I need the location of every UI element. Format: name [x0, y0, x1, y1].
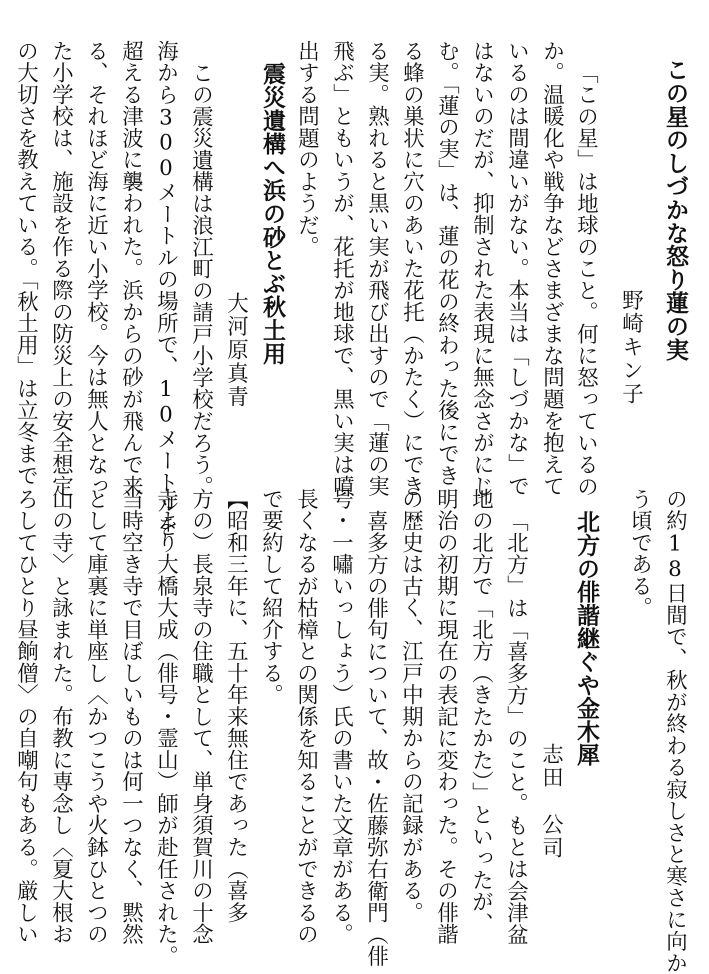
commentary-line: 【昭和三年に、五十年来無住であった（喜多 [223, 488, 249, 924]
commentary-line: 「この星」は地球のこと。何に怒っているの [573, 62, 599, 498]
commentary-line: る実。熟れると黒い実が飛び出すので「蓮の実 [364, 40, 390, 497]
commentary-line: る蜂の巣状に穴のあいた花托（かたく）にでき [399, 40, 425, 497]
haiku-title-3: 北方の俳諧継ぐや金木犀 [573, 510, 600, 767]
commentary-line: の歴史は古く、江戸中期からの記録がある。 [398, 488, 424, 924]
commentary-line: 海から300メートルの場所で、10メートルを [153, 40, 179, 537]
commentary-line: 飛ぶ」ともいうが、花托が地球で、黒い実は噴 [329, 40, 355, 497]
commentary-line: 地の北方で「北方（きたかた）」といったが、 [468, 488, 494, 935]
commentary-line: む。「蓮の実」は、蓮の花の終わった後にでき [434, 40, 460, 487]
commentary-line: た小学校は、施設を作る際の防災上の安全想定 [48, 40, 74, 497]
commentary-line: 喜多方の俳句について、故・佐藤弥右衛門（俳 [363, 510, 389, 967]
haiku-author-1: 野崎キン子 [618, 289, 644, 406]
commentary-line: 長くなるが枯樟との関係を知ることができるの [293, 488, 319, 945]
haiku-title-1: この星のしづかな怒り蓮の実 [662, 58, 689, 361]
haiku-author-2: 大河原真青 [223, 292, 249, 409]
commentary-line: 方の）長泉寺の住職として、単身須賀川の十念 [188, 488, 214, 945]
commentary-line: 出する問題のようだ。 [294, 40, 320, 258]
commentary-line: この震災遺構は浪江町の請戸小学校だろう。 [188, 62, 214, 498]
commentary-line: る、それほど海に近い小学校。今は無人となっ [83, 40, 109, 497]
haiku-title-2: 震災遺構へ浜の砂とぶ秋土用 [259, 62, 286, 365]
commentary-line: いるのは間違いがない。本当は「しづかな」で [504, 40, 530, 497]
commentary-line: 超える津波に襲われた。浜からの砂が飛んで来 [118, 40, 144, 497]
commentary-line: 明治の初期に現在の表記に変わった。その俳諧 [433, 488, 459, 945]
commentary-line: 寺より大橋大成（俳号・霊山）師が赴任された。 [153, 488, 179, 967]
haiku-author-3: 志田 公司 [538, 743, 564, 860]
commentary-line: 当時空き寺で目ぼしいものは何一つなく、黙然 [118, 488, 144, 945]
commentary-line: ろしてひとり昼餉僧〉の自嘲句もある。厳しい [13, 488, 39, 945]
commentary-line: 「北方」は「喜多方」のこと。もとは会津盆 [503, 510, 529, 946]
commentary-line: の大切さを教えている。「秋土用」は立冬まで [13, 40, 39, 487]
commentary-line: で要約して紹介する。 [258, 488, 284, 706]
commentary-line: 号・一嘯いっしょう）氏の書いた文章がある。 [328, 488, 354, 945]
commentary-line: の約18日間で、秋が終わる寂しさと寒さに向か [662, 488, 688, 974]
commentary-line: 山の寺〉と詠まれた。布教に専念し〈夏大根お [48, 488, 74, 945]
commentary-line: として庫裏に単座し〈かつこうや火鉢ひとつの [83, 488, 109, 945]
commentary-line: はないのだが、抑制された表現に無念さがにじ [469, 40, 495, 497]
commentary-line: か。温暖化や戦争などさまざまな問題を抱えて [539, 40, 565, 497]
commentary-line: う頃である。 [627, 488, 653, 619]
